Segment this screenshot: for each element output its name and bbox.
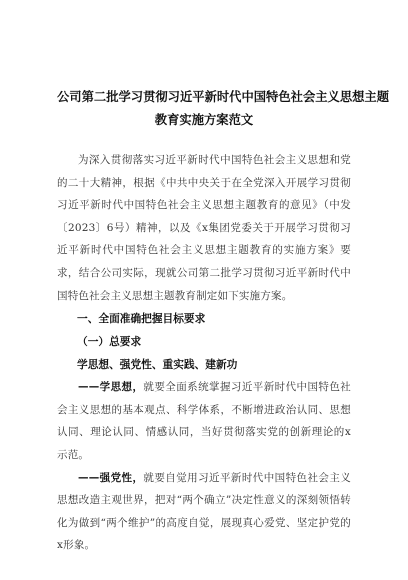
strengthen-party-lead: ——强党性，: [78, 471, 144, 484]
study-thought-lead: ——学思想，: [78, 381, 144, 394]
study-thought-paragraph: [57, 376, 351, 466]
document-body: [57, 86, 390, 557]
subsection-heading: （一）总要求: [77, 335, 142, 349]
intro-paragraph: 为深入贯彻落实习近平新时代中国特色社会主义思想和党的二十大精神，根据《中共中央关于在全党深入开展学习贯彻习近平新时代中国特色社会主义思想主题教育的意见》（中发〔2023〕6号）精神，以及《x集团党委关于开展学习贯彻习近平新时代中国特色社会主义思想主题教育的实施方案》要求，结合公司实际，现就公司第二批学习贯彻习近平新时代中国特色社会主义思想主题教育制定如下实施方案。: [57, 154, 351, 302]
strengthen-party-body: 就要自觉用习近平新时代中国特色社会主义思想改造主观世界，把对“两个确立”决定性意义的深刻领悟转化为做到“两个维护”的高度自觉，展现真心爱党、坚定护党的x形象。: [57, 471, 351, 552]
study-thought-body: 就要全面系统掌握习近平新时代中国特色社会主义思想的基本观点、科学体系，不断增进政治认同、思想认同、理论认同、情感认同，当好贯彻落实党的创新理论的x示范。: [57, 381, 351, 461]
goals-heading: 学思想、强党性、重实践、建新功: [77, 358, 238, 372]
strengthen-party-paragraph: [57, 467, 351, 557]
document-title-line-2: 教育实施方案范文: [154, 113, 254, 127]
section-heading: 一、全面准确把握目标要求: [77, 312, 206, 326]
document-title: [57, 86, 390, 132]
document-title-line-1: 公司第二批学习贯彻习近平新时代中国特色社会主义思想主题: [57, 90, 390, 104]
